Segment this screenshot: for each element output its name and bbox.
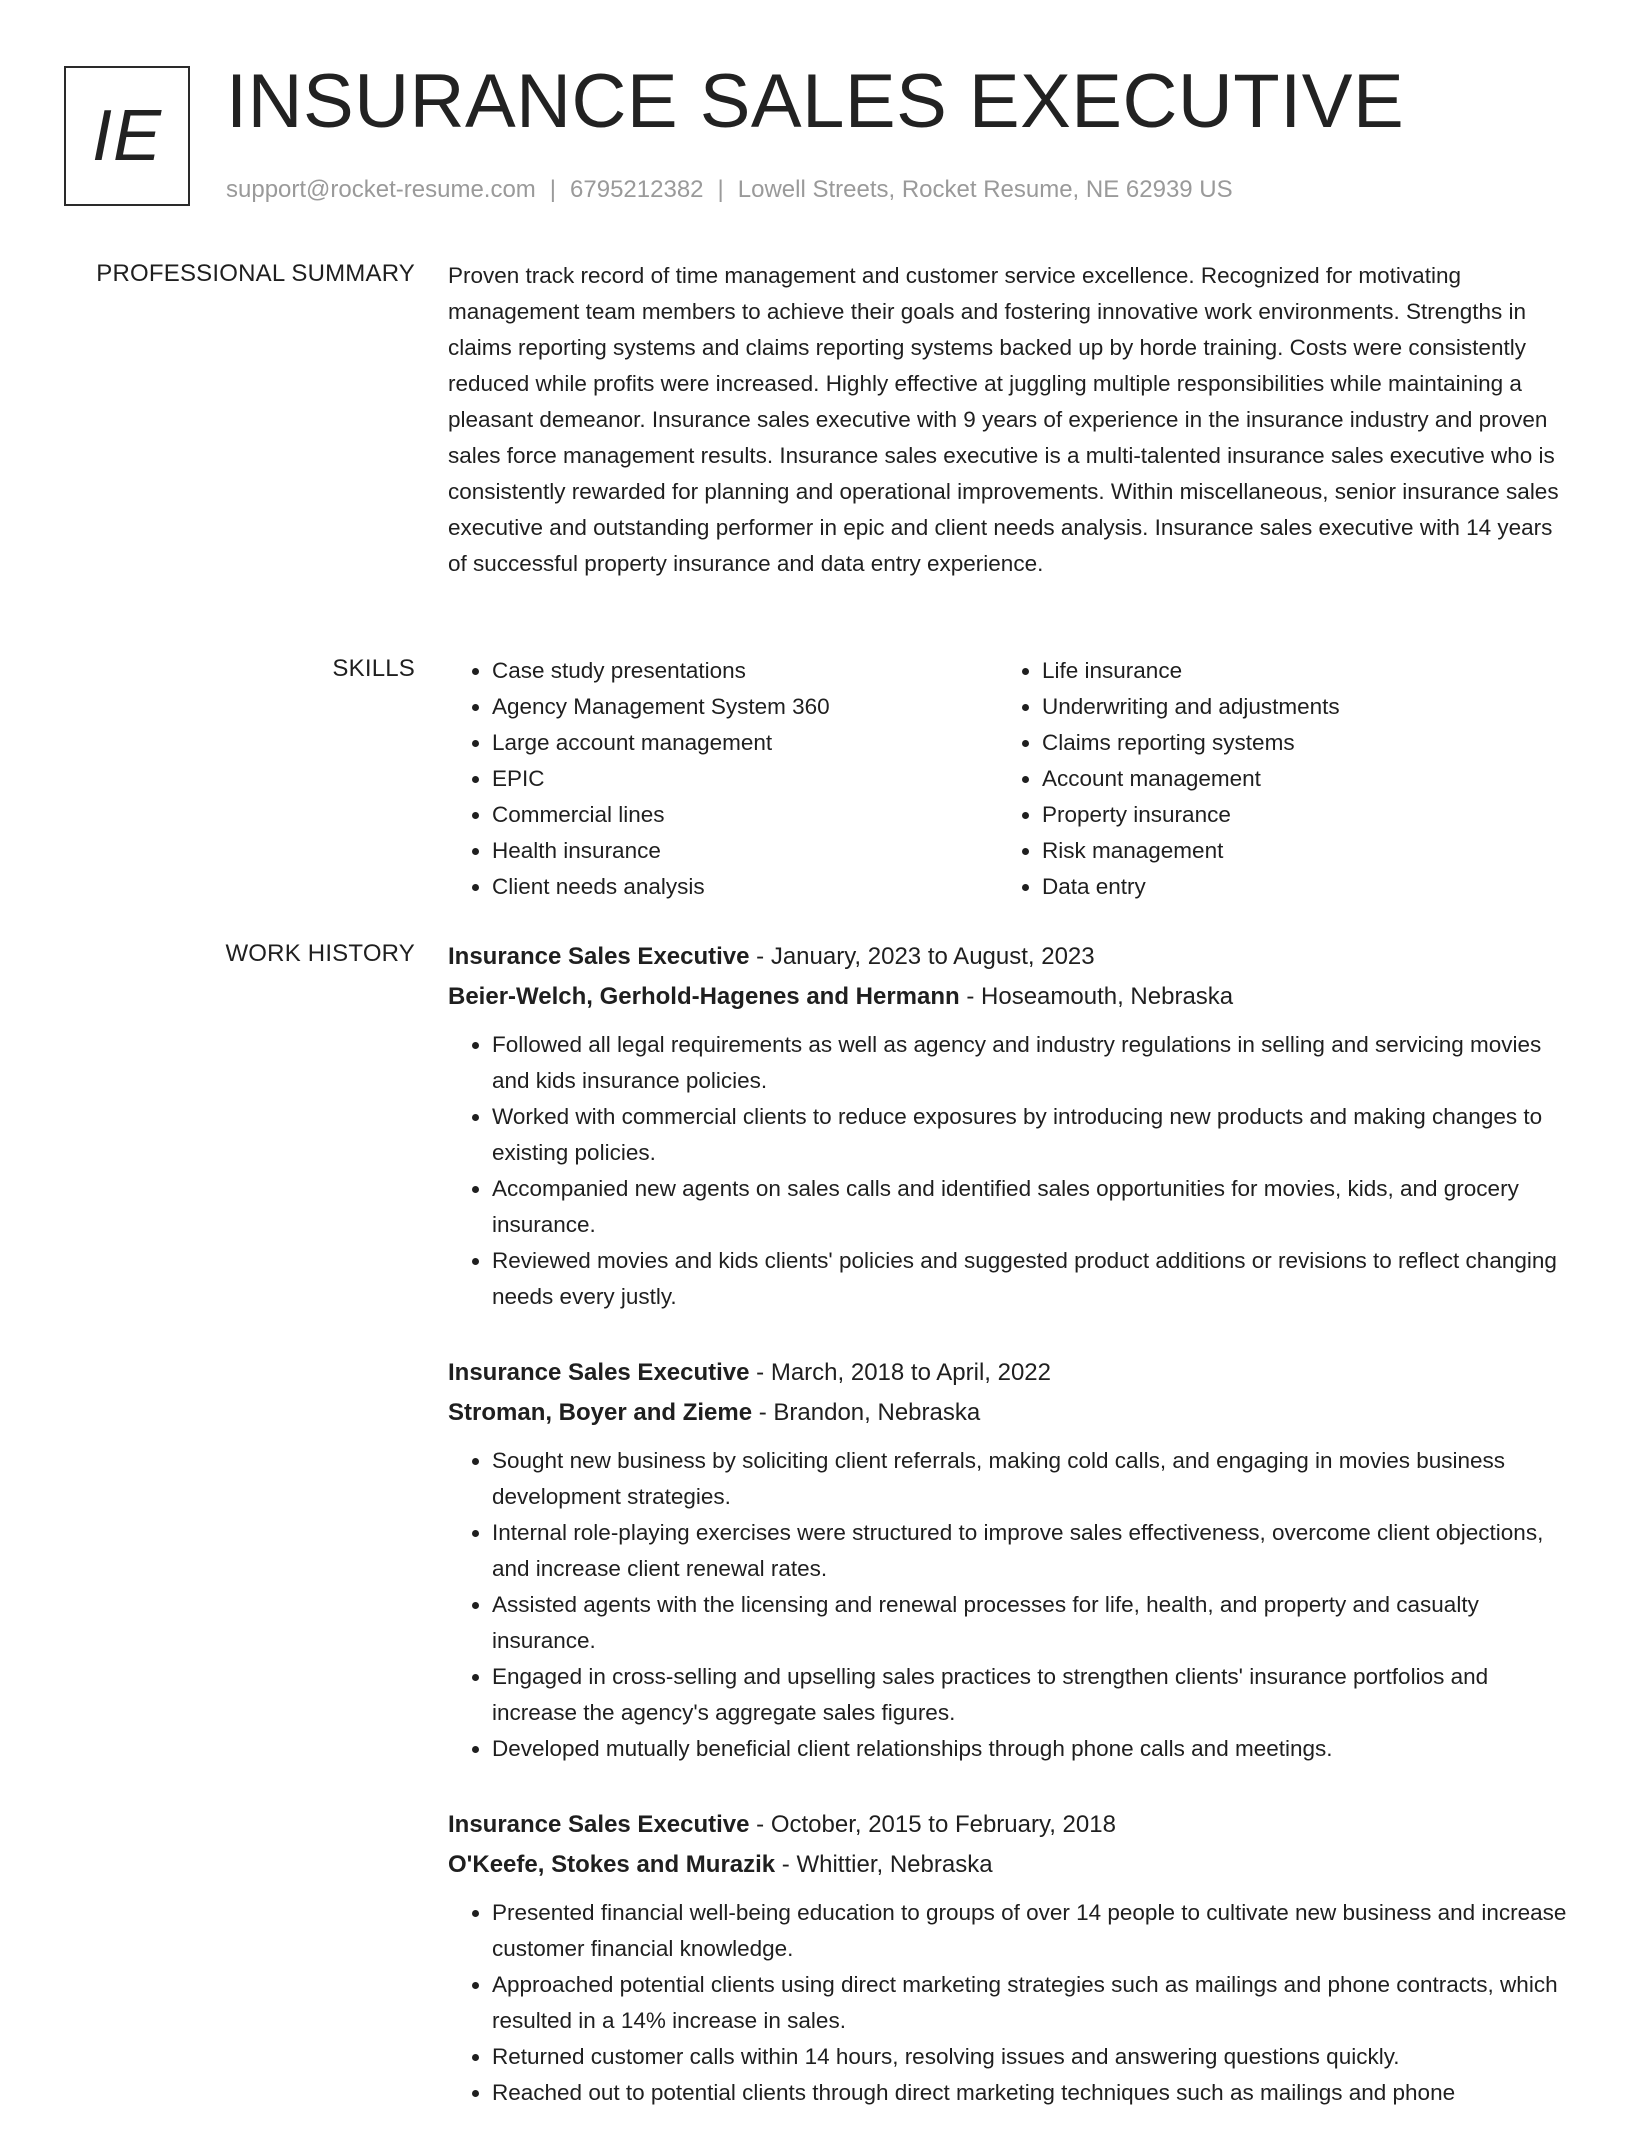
job-bullet: • Worked with commercial clients to reduce exposures by introducing new products and making changes to existing policies. xyxy=(492,1099,1570,1171)
skill-item: • Data entry xyxy=(1042,869,1548,905)
job-company-line xyxy=(448,1845,1570,1885)
job-bullet: • Internal role-playing exercises were structured to improve sales effectiveness, overcome client objections, and increase client renewal rates. xyxy=(492,1515,1570,1587)
job-entry xyxy=(448,937,1570,1315)
skill-item: • Health insurance xyxy=(492,833,998,869)
job-company: O'Keefe, Stokes and Murazik xyxy=(448,1851,776,1878)
work-history-heading: WORK HISTORY xyxy=(225,940,415,967)
contact-address: Lowell Streets, Rocket Resume, NE 62939 US xyxy=(737,176,1233,203)
contact-separator: | xyxy=(717,176,724,203)
job-bullets xyxy=(448,1895,1570,2111)
resume-title: INSURANCE SALES EXECUTIVE xyxy=(226,59,1405,144)
skills-list-right xyxy=(998,653,1548,905)
job-bullet: • Engaged in cross-selling and upselling sales practices to strengthen clients' insurance portfolios and increase the agency's aggregate sales figures. xyxy=(492,1659,1570,1731)
job-title-line xyxy=(448,1805,1570,1845)
job-company-line xyxy=(448,977,1570,1017)
contact-email: support@rocket-resume.com xyxy=(226,176,536,203)
resume-header xyxy=(64,59,1564,226)
job-location: - Whittier, Nebraska xyxy=(775,1851,993,1878)
skill-item: • Commercial lines xyxy=(492,797,998,833)
skills-body xyxy=(448,653,1570,905)
job-company-line xyxy=(448,1393,1570,1433)
job-bullet: • Returned customer calls within 14 hours, resolving issues and answering questions quickly. xyxy=(492,2039,1570,2075)
job-bullet: • Reached out to potential clients through direct marketing techniques such as mailings and phone xyxy=(492,2075,1570,2111)
job-title-line xyxy=(448,937,1570,977)
skill-item: • Case study presentations xyxy=(492,653,998,689)
job-company: Stroman, Boyer and Zieme xyxy=(448,1399,753,1426)
summary-text: Proven track record of time management and customer service excellence. Recognized for motivating management team members to achieve their goals and fostering innovative work environments. Strengths in claims reporting systems and claims reporting systems backed up by horde training. Costs were consistently reduced while profits were increased. Highly effective at juggling multiple responsibilities while maintaining a pleasant demeanor. Insurance sales executive with 9 years of experience in the insurance industry and proven sales force management results. Insurance sales executive is a multi-talented insurance sales executive who is consistently rewarded for planning and operational improvements. Within miscellaneous, senior insurance sales executive and outstanding performer in epic and client needs analysis. Insurance sales executive with 14 years of successful property insurance and data entry experience. xyxy=(448,263,1559,576)
skills-list-left xyxy=(448,653,998,905)
skill-item: • Client needs analysis xyxy=(492,869,998,905)
job-bullets xyxy=(448,1027,1570,1315)
skill-item: • Risk management xyxy=(1042,833,1548,869)
skill-item: • Claims reporting systems xyxy=(1042,725,1548,761)
skills-heading: SKILLS xyxy=(332,655,415,682)
job-entry xyxy=(448,1353,1570,1767)
monogram-logo: IE xyxy=(64,66,190,206)
contact-line xyxy=(226,176,1233,204)
skill-item: • Agency Management System 360 xyxy=(492,689,998,725)
job-dates: - October, 2015 to February, 2018 xyxy=(749,1811,1116,1838)
skill-item: • Account management xyxy=(1042,761,1548,797)
job-dates: - March, 2018 to April, 2022 xyxy=(749,1359,1051,1386)
skill-item: • Large account management xyxy=(492,725,998,761)
work-history-body xyxy=(448,937,1570,2149)
job-bullet: • Developed mutually beneficial client relationships through phone calls and meetings. xyxy=(492,1731,1570,1767)
job-bullet: • Approached potential clients using direct marketing strategies such as mailings and phone contracts, which resulted in a 14% increase in sales. xyxy=(492,1967,1570,2039)
job-entry xyxy=(448,1805,1570,2111)
job-title-line xyxy=(448,1353,1570,1393)
job-bullet: • Presented financial well-being education to groups of over 14 people to cultivate new business and increase customer financial knowledge. xyxy=(492,1895,1570,1967)
skill-item: • Underwriting and adjustments xyxy=(1042,689,1548,725)
job-location: - Brandon, Nebraska xyxy=(752,1399,981,1426)
job-title: Insurance Sales Executive xyxy=(448,1359,750,1386)
skill-item: • Property insurance xyxy=(1042,797,1548,833)
job-bullet: • Followed all legal requirements as well as agency and industry regulations in selling and servicing movies and kids insurance policies. xyxy=(492,1027,1570,1099)
job-dates: - January, 2023 to August, 2023 xyxy=(749,943,1095,970)
skill-item: • Life insurance xyxy=(1042,653,1548,689)
job-company: Beier-Welch, Gerhold-Hagenes and Hermann xyxy=(448,983,960,1010)
job-bullets xyxy=(448,1443,1570,1767)
job-bullet: • Accompanied new agents on sales calls and identified sales opportunities for movies, kids, and grocery insurance. xyxy=(492,1171,1570,1243)
summary-heading: PROFESSIONAL SUMMARY xyxy=(96,260,415,287)
contact-phone: 6795212382 xyxy=(570,176,704,203)
contact-separator: | xyxy=(549,176,557,203)
job-location: - Hoseamouth, Nebraska xyxy=(959,983,1234,1010)
job-bullet: • Reviewed movies and kids clients' policies and suggested product additions or revisions to reflect changing needs every justly. xyxy=(492,1243,1570,1315)
skill-item: • EPIC xyxy=(492,761,998,797)
job-title: Insurance Sales Executive xyxy=(448,943,750,970)
job-title: Insurance Sales Executive xyxy=(448,1811,750,1838)
summary-body xyxy=(448,258,1570,582)
job-bullet: • Assisted agents with the licensing and renewal processes for life, health, and property and casualty insurance. xyxy=(492,1587,1570,1659)
job-bullet: • Sought new business by soliciting client referrals, making cold calls, and engaging in movies business development strategies. xyxy=(492,1443,1570,1515)
